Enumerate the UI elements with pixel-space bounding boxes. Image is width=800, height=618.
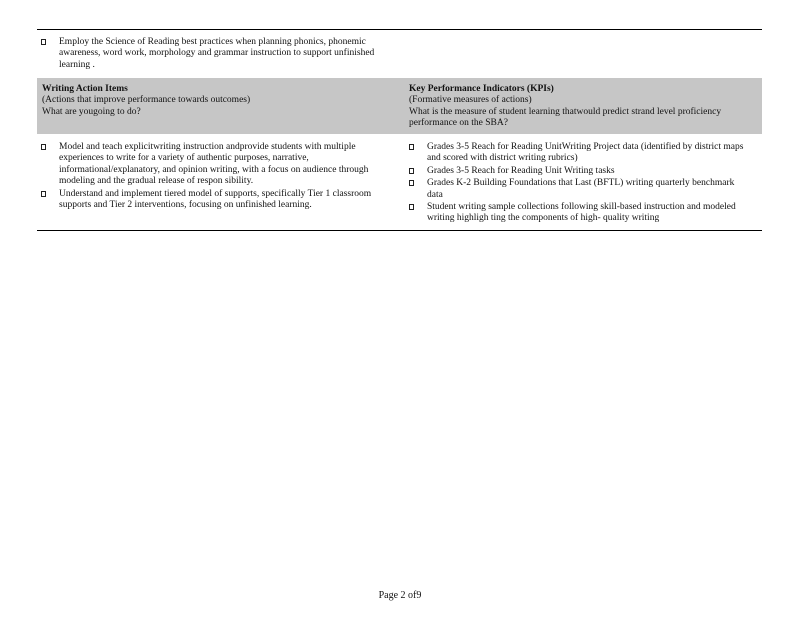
header-right [409,84,739,130]
header-left-question: What are yougoing to do? [42,106,141,117]
kpi-column [405,142,745,226]
bullet-box-icon [409,180,414,186]
list-item-text: Model and teach explicitwriting instruction andprovide students with multiple experiences to write for a variety of authentic purposes, narrative, informational/explanatory, and opinion writing, with a focus on audience through modeling and the gradual release of respon sibility. [59,142,369,187]
list-item [405,202,745,225]
header-right-question: What is the measure of student learning thatwould predict strand level proficiency performance on the SBA? [409,106,722,129]
bullet-box-icon [409,168,414,174]
list-item [37,189,387,212]
bullet-box-icon [41,39,46,45]
list-item-text: Grades 3-5 Reach for Reading UnitWriting Project data (identified by district maps and scored with district writing rubrics) [427,142,744,164]
top-bullet-section [37,37,397,72]
list-item [405,166,745,177]
top-bullet-list [37,37,397,71]
page-number: Page 2 of9 [378,590,422,601]
kpi-list [405,142,745,225]
top-rule [37,29,762,30]
bullet-box-icon [41,144,46,150]
bullet-box-icon [41,191,46,197]
table-bottom-rule [37,230,762,231]
header-right-subtitle: (Formative measures of actions) [409,95,532,106]
list-item-text: Understand and implement tiered model of supports, specifically Tier 1 classroom supports and Tier 2 interventions, focusing on unfinished learning. [59,188,372,211]
action-items-list [37,142,387,211]
list-item-text: Student writing sample collections following skill-based instruction and modeled writing highligh ting the components of high- quality writing [427,202,736,224]
header-right-title: Key Performance Indicators (KPIs) [409,84,554,94]
action-items-column [37,142,387,212]
header-left-title: Writing Action Items [42,84,128,94]
list-item-text: Grades 3-5 Reach for Reading Unit Writing tasks [427,165,615,176]
list-item [37,37,397,71]
list-item-text: Employ the Science of Reading best practices when planning phonics, phonemic awareness, word work, morphology and grammar instruction to support unfinished learning . [59,37,375,70]
header-left [42,84,392,118]
header-left-subtitle: (Actions that improve performance towards outcomes) [42,95,251,106]
bullet-box-icon [409,144,414,150]
list-item [405,178,745,201]
list-item [405,142,745,165]
list-item-text: Grades K-2 Building Foundations that Last (BFTL) writing quarterly benchmark data [427,178,735,200]
list-item [37,142,387,188]
bullet-box-icon [409,204,414,210]
